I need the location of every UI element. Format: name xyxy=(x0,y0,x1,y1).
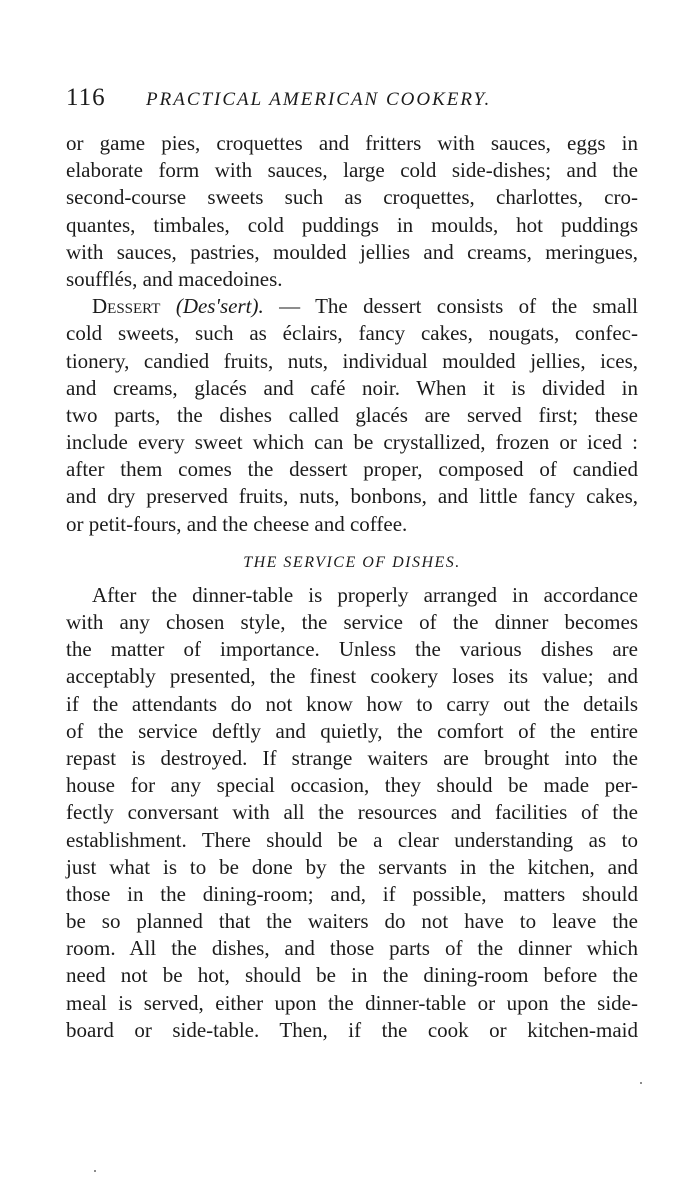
text-line: elaborate form with sauces, large cold side-dishes; and the xyxy=(66,158,638,183)
dessert-pronunciation: (Des'sert). xyxy=(175,294,264,319)
text-line: with any chosen style, the service of the dinner becomes xyxy=(66,610,638,634)
paragraph-dessert xyxy=(66,293,638,538)
text-line: house for any special occasion, they should be made per- xyxy=(66,773,638,798)
text-line: be so planned that the waiters do not have to leave the xyxy=(66,909,638,934)
running-title: PRACTICAL AMERICAN COOKERY. xyxy=(146,89,492,110)
book-page xyxy=(66,84,638,1044)
text-line: board or side-table. Then, if the cook or kitchen-maid xyxy=(66,1017,638,1042)
text-line: need not be hot, should be in the dining-room before the xyxy=(66,963,638,988)
text-line: or petit-fours, and the cheese and coffee. xyxy=(66,511,408,536)
dessert-term: Dessert xyxy=(92,294,161,319)
paragraph-service xyxy=(66,582,638,1044)
paragraph-first xyxy=(66,130,638,293)
text-line: of the service deftly and quietly, the comfort of the entire xyxy=(66,718,638,743)
text-line: establishment. There should be a clear understanding as to xyxy=(66,827,638,852)
text-line: if the attendants do not know how to carry out the details xyxy=(66,691,638,716)
text-line: cold sweets, such as éclairs, fancy cakes, nougats, confec- xyxy=(66,321,638,346)
text-line: or game pies, croquettes and fritters with sauces, eggs in xyxy=(66,131,638,155)
section-heading: THE SERVICE OF DISHES. xyxy=(243,553,461,571)
paper-speck xyxy=(640,1082,642,1084)
text-line: meal is served, either upon the dinner-table or upon the side- xyxy=(66,990,638,1015)
text-line: include every sweet which can be crystallized, frozen or iced : xyxy=(66,430,638,455)
paper-speck xyxy=(94,1170,96,1172)
text-line: with sauces, pastries, moulded jellies and creams, meringues, xyxy=(66,239,638,264)
page-number: 116 xyxy=(66,84,106,111)
text-line: repast is destroyed. If strange waiters are brought into the xyxy=(66,745,638,770)
text-line: those in the dining-room; and, if possible, matters should xyxy=(66,881,638,906)
dessert-lead-text: — The dessert consists of the small xyxy=(279,294,639,319)
text-line: just what is to be done by the servants in the kitchen, and xyxy=(66,854,638,879)
text-line: and dry preserved fruits, nuts, bonbons, and little fancy cakes, xyxy=(66,484,638,509)
text-line: quantes, timbales, cold puddings in moulds, hot puddings xyxy=(66,212,638,237)
running-head xyxy=(66,84,638,120)
text-line: tionery, candied fruits, nuts, individual moulded jellies, ices, xyxy=(66,348,638,373)
text-line: fectly conversant with all the resources and facilities of the xyxy=(66,800,638,825)
text-line: after them comes the dessert proper, composed of candied xyxy=(66,457,638,482)
text-line: After the dinner-table is properly arranged in accordance xyxy=(92,582,638,607)
text-line: and creams, glacés and café noir. When it is divided in xyxy=(66,375,638,400)
text-line: acceptably presented, the finest cookery loses its value; and xyxy=(66,664,638,689)
text-line: soufflés, and macedoines. xyxy=(66,266,283,291)
text-line: the matter of importance. Unless the various dishes are xyxy=(66,637,638,662)
text-line: two parts, the dishes called glacés are served first; these xyxy=(66,402,638,427)
text-line-lead xyxy=(66,293,638,320)
text-line: second-course sweets such as croquettes, charlottes, cro- xyxy=(66,185,638,210)
text-line: room. All the dishes, and those parts of the dinner which xyxy=(66,936,638,961)
